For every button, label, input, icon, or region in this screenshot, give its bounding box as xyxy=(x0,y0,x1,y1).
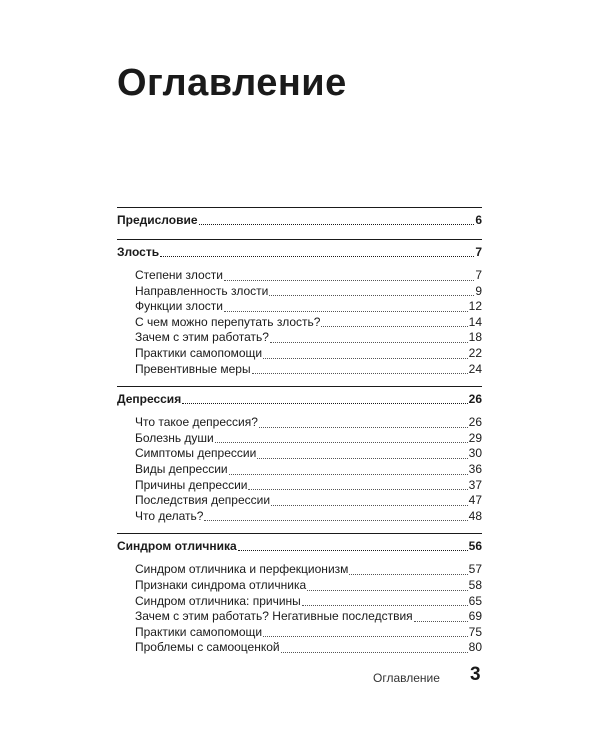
toc-entry-page: 9 xyxy=(475,283,482,298)
toc-entry-label: Степени злости xyxy=(135,268,223,282)
dot-leader xyxy=(281,652,468,653)
toc-subsection-entry[interactable] xyxy=(117,578,482,594)
toc-subsection-entry[interactable] xyxy=(117,362,482,378)
toc-subsection-entry[interactable] xyxy=(117,640,482,656)
dot-leader xyxy=(257,458,467,459)
toc-subsection-entry[interactable] xyxy=(117,284,482,300)
toc-entry-label: Что такое депрессия? xyxy=(135,415,258,430)
toc-entry-page: 36 xyxy=(468,461,482,476)
toc-subsection-entry[interactable] xyxy=(117,562,482,578)
toc-subsection-entry[interactable] xyxy=(117,625,482,641)
dot-leader xyxy=(259,427,468,428)
toc-chapter-entry[interactable] xyxy=(117,210,482,230)
toc-entry-label: Предисловие xyxy=(117,213,198,227)
toc-entry-label: Злость xyxy=(117,245,160,259)
toc-entry-label: Симптомы депрессии xyxy=(135,446,257,461)
toc-entry-page: 30 xyxy=(468,446,482,461)
toc-entry-page: 22 xyxy=(468,345,482,360)
toc-entry-page: 80 xyxy=(468,640,482,655)
toc-entry-page: 26 xyxy=(468,392,482,407)
dot-leader xyxy=(252,373,468,374)
dot-leader xyxy=(224,280,474,281)
toc-subsection-entry[interactable] xyxy=(117,462,482,478)
page-title: Оглавление xyxy=(117,62,347,104)
toc-entry-page: 29 xyxy=(468,430,482,445)
dot-leader xyxy=(215,442,468,443)
toc-subsection-entry[interactable] xyxy=(117,478,482,494)
toc-chapter-entry[interactable] xyxy=(117,536,482,556)
toc-entry-page: 57 xyxy=(468,562,482,577)
toc-entry-page: 6 xyxy=(475,213,482,227)
toc-chapter-entry[interactable] xyxy=(117,242,482,262)
toc-section xyxy=(117,533,482,656)
toc-chapter-entry[interactable] xyxy=(117,389,482,409)
dot-leader xyxy=(229,474,468,475)
dot-leader xyxy=(160,256,474,257)
table-of-contents xyxy=(117,207,482,656)
toc-subsection-entry[interactable] xyxy=(117,509,482,525)
toc-entry-page: 37 xyxy=(468,477,482,492)
toc-subsection-entry[interactable] xyxy=(117,415,482,431)
dot-leader xyxy=(349,574,467,575)
toc-entry-page: 47 xyxy=(468,493,482,508)
running-head: Оглавление xyxy=(373,671,440,685)
toc-entry-label: Практики самопомощи xyxy=(135,345,263,360)
dot-leader xyxy=(199,224,475,225)
toc-entry-label: Что делать? xyxy=(135,508,204,523)
dot-leader xyxy=(263,636,468,637)
toc-entry-label: Практики самопомощи xyxy=(135,624,263,639)
toc-entry-label: Превентивные меры xyxy=(135,361,251,376)
toc-subsection-entry[interactable] xyxy=(117,594,482,610)
toc-section xyxy=(117,207,482,230)
toc-subsection-entry[interactable] xyxy=(117,268,482,284)
toc-entry-label: Причины депрессии xyxy=(135,477,248,492)
dot-leader xyxy=(321,326,467,327)
dot-leader xyxy=(271,505,468,506)
dot-leader xyxy=(248,489,467,490)
toc-subsection-entry[interactable] xyxy=(117,609,482,625)
toc-entry-label: С чем можно перепутать злость? xyxy=(135,314,321,329)
toc-subsection-entry[interactable] xyxy=(117,299,482,315)
toc-entry-page: 75 xyxy=(468,624,482,639)
toc-entry-label: Признаки синдрома отличника xyxy=(135,577,307,592)
toc-subsection-entry[interactable] xyxy=(117,431,482,447)
toc-section xyxy=(117,386,482,524)
dot-leader xyxy=(414,621,468,622)
toc-subsection-entry[interactable] xyxy=(117,330,482,346)
toc-entry-label: Синдром отличника xyxy=(117,539,237,554)
toc-subsection-entry[interactable] xyxy=(117,493,482,509)
toc-entry-label: Депрессия xyxy=(117,392,182,407)
toc-entry-label: Зачем с этим работать? xyxy=(135,330,269,345)
toc-subsection-entry[interactable] xyxy=(117,346,482,362)
toc-entry-page: 18 xyxy=(468,330,482,345)
page-number: 3 xyxy=(470,664,481,685)
toc-entry-page: 69 xyxy=(468,609,482,624)
toc-entry-label: Последствия депрессии xyxy=(135,493,271,508)
toc-entry-label: Виды депрессии xyxy=(135,461,228,476)
dot-leader xyxy=(204,520,467,521)
dot-leader xyxy=(270,342,468,343)
toc-subsection-entry[interactable] xyxy=(117,446,482,462)
dot-leader xyxy=(182,403,467,404)
dot-leader xyxy=(238,550,468,551)
toc-entry-label: Проблемы с самооценкой xyxy=(135,640,280,655)
dot-leader xyxy=(263,358,468,359)
toc-entry-page: 7 xyxy=(475,245,482,259)
toc-entry-page: 48 xyxy=(468,508,482,523)
toc-entry-label: Направленность злости xyxy=(135,283,269,298)
toc-entry-page: 14 xyxy=(468,314,482,329)
toc-entry-label: Болезнь души xyxy=(135,430,214,445)
toc-section xyxy=(117,239,482,377)
toc-entry-label: Синдром отличника и перфекционизм xyxy=(135,562,349,577)
dot-leader xyxy=(307,590,467,591)
toc-entry-page: 7 xyxy=(475,268,482,282)
toc-entry-label: Зачем с этим работать? Негативные последствия xyxy=(135,609,413,624)
toc-entry-page: 26 xyxy=(468,415,482,430)
toc-entry-page: 24 xyxy=(468,361,482,376)
dot-leader xyxy=(224,311,468,312)
toc-entry-page: 58 xyxy=(468,577,482,592)
dot-leader xyxy=(302,605,468,606)
toc-entry-page: 12 xyxy=(468,299,482,314)
toc-entry-page: 56 xyxy=(468,539,482,554)
toc-entry-label: Синдром отличника: причины xyxy=(135,593,301,608)
toc-subsection-entry[interactable] xyxy=(117,315,482,331)
toc-entry-page: 65 xyxy=(468,593,482,608)
toc-entry-label: Функции злости xyxy=(135,299,223,314)
dot-leader xyxy=(269,295,474,296)
